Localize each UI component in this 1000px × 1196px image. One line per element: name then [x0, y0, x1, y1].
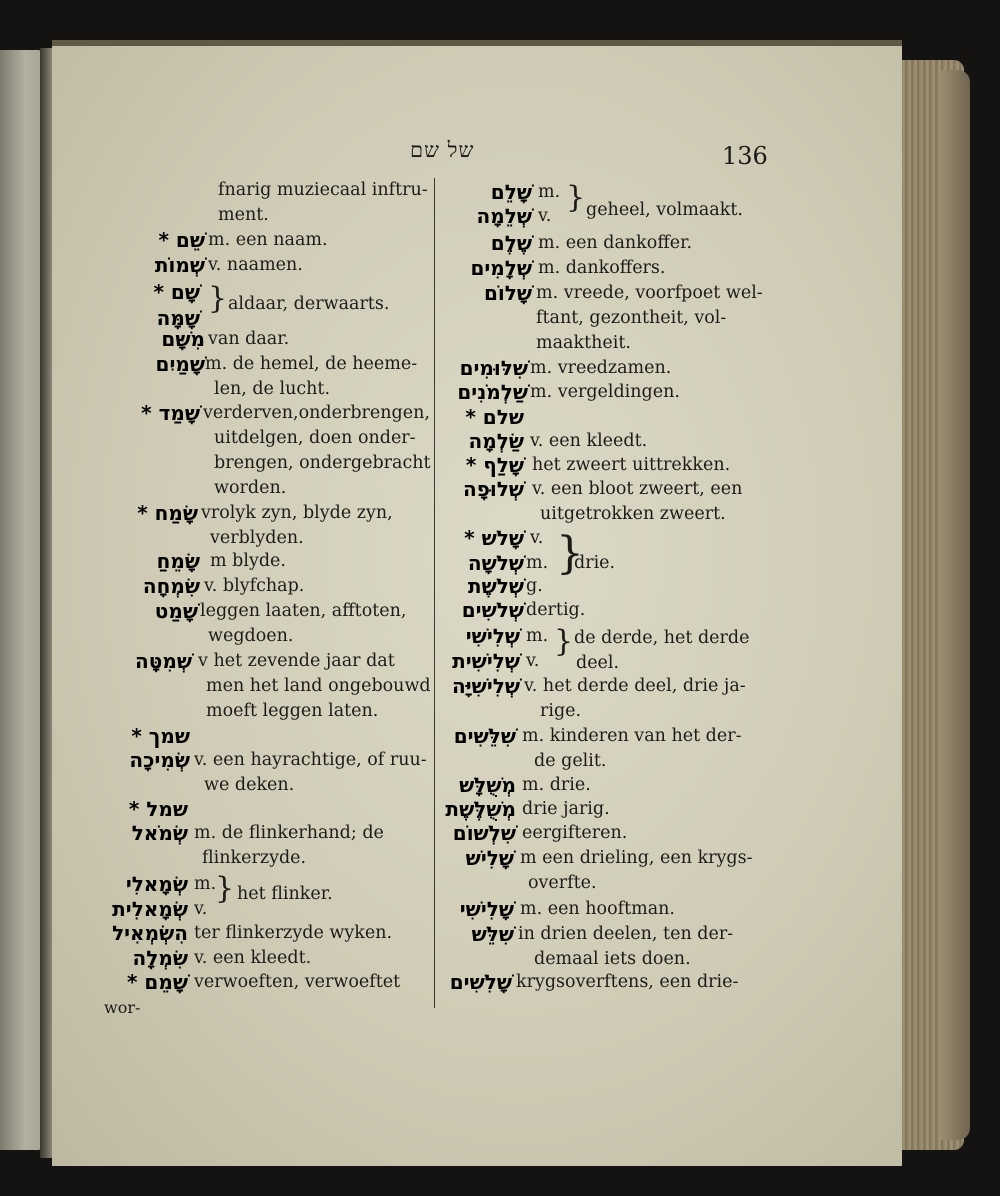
left-page-edge: [0, 50, 42, 1150]
page-number: 136: [722, 142, 768, 170]
brace: }: [215, 871, 235, 906]
headword: שְׁלִישִׁיָּה: [452, 674, 520, 698]
headword: שמל *: [128, 797, 188, 821]
entry-text: in drien deelen, ten der-: [518, 924, 734, 944]
entry-text: m.: [526, 626, 549, 646]
entry-text: g.: [526, 576, 543, 596]
entry-text: v. naamen.: [208, 255, 303, 275]
entry-text: het flinker.: [237, 884, 333, 904]
entry-text: de derde, het derde: [574, 628, 750, 648]
entry-text: dertig.: [526, 600, 586, 620]
entry-text: ftant, gezontheit, vol-: [536, 308, 727, 328]
headword: שְׂמָאלִית: [112, 897, 188, 921]
headword: שִׂמְחָה: [142, 574, 200, 598]
headword: שלם *: [465, 405, 524, 429]
entry-text: m. een hooftman.: [520, 899, 675, 919]
headword: שִׁלֵּשׁ: [471, 922, 514, 946]
headword: שְׁלֵמָה: [476, 204, 532, 228]
headword: שָׁלִשִׁים: [449, 970, 512, 994]
entry-text: m. een dankoffer.: [538, 233, 693, 253]
headword: שָׁמַיִם: [155, 352, 205, 376]
entry-text: eergifteren.: [522, 823, 628, 843]
headword: שָׁלִישִׁי: [459, 897, 514, 921]
entry-text: verwoeften, verwoeftet: [194, 972, 401, 992]
headword: הִשְׂמְאִיל: [112, 921, 188, 945]
headword: שָׂמַח *: [137, 501, 198, 525]
entry-text: m een drieling, een krygs-: [520, 848, 753, 868]
entry-text: vrolyk zyn, blyde zyn,: [201, 503, 393, 523]
entry-text: men het land ongebouwd: [206, 676, 431, 696]
entry-text: het zweert uittrekken.: [532, 455, 731, 475]
entry-text: v. het derde deel, drie ja-: [524, 676, 746, 696]
headword: מְשֻׁלֶּשֶׁת: [445, 797, 516, 821]
headword: שָׁמָּה: [156, 306, 200, 330]
headword: שָׂמֵחַ: [156, 549, 200, 573]
headword: שֵׁם *: [158, 228, 205, 252]
brace: }: [554, 624, 574, 659]
entry-text: v. blyfchap.: [204, 576, 305, 596]
entry-text: ter flinkerzyde wyken.: [194, 923, 393, 943]
headword: שָׁלַף *: [465, 453, 524, 477]
entry-text: m.: [194, 874, 217, 894]
headword: שמך *: [131, 724, 190, 748]
headword: שָׁלִישׁ: [465, 846, 514, 870]
headword: שִׁלְשׁוֹם: [452, 821, 516, 845]
entry-text: v.: [526, 651, 540, 671]
entry-text: ment.: [218, 205, 269, 225]
headword: שְׁמִטָּה: [135, 649, 192, 673]
headword: שַׁלְמֹנִים: [457, 380, 528, 404]
headword: שְׁלשִׁים: [461, 598, 524, 622]
entry-text: moeft leggen laten.: [206, 701, 379, 721]
entry-text: v. een hayrachtige, of ruu-: [194, 750, 427, 770]
brace: }: [556, 528, 584, 579]
entry-text: m. vergeldingen.: [530, 382, 680, 402]
entry-text: v. een kleedt.: [194, 948, 312, 968]
entry-text: drie.: [574, 553, 616, 573]
headword: שְׁלשָׁה: [467, 551, 524, 575]
entry-text: m. vreede, voorfpoet wel-: [536, 283, 763, 303]
entry-text: v.: [538, 206, 552, 226]
headword: שָׁלֵם: [490, 180, 532, 204]
headword: שְׁלשֶׁת: [467, 574, 524, 598]
entry-text: wegdoen.: [208, 626, 294, 646]
entry-text: rige.: [540, 701, 582, 721]
headword: שְׂמָאלִי: [125, 872, 188, 896]
running-header: של שם: [410, 138, 475, 162]
headword: שְׂמִיכָה: [129, 748, 190, 772]
entry-text: m.: [538, 182, 561, 202]
headword: שְׁלִישִׁי: [465, 624, 520, 648]
entry-text: uitgetrokken zweert.: [540, 504, 726, 524]
entry-text: m. drie.: [522, 775, 591, 795]
headword: שְׁמוֹת: [154, 253, 205, 277]
headword: שִׂמְלָה: [132, 946, 188, 970]
entry-text: aldaar, derwaarts.: [228, 294, 390, 314]
headword: מִשָּׁם: [161, 327, 205, 351]
headword: שְׁלוּפָה: [462, 477, 524, 501]
brace: }: [566, 180, 586, 215]
headword: שָׁמַד *: [141, 401, 200, 425]
entry-text: v. een bloot zweert, een: [532, 479, 743, 499]
headword: שָׁלוֹם: [483, 281, 532, 305]
entry-text: m. dankoffers.: [538, 258, 666, 278]
entry-text: m blyde.: [210, 551, 286, 571]
entry-text: m. een naam.: [208, 230, 328, 250]
entry-text: len, de lucht.: [214, 379, 331, 399]
column-divider: [434, 178, 435, 1008]
entry-text: m. de flinkerhand; de: [194, 823, 384, 843]
entry-text: worden.: [214, 478, 287, 498]
headword: שִׁלּוּמִים: [459, 356, 528, 380]
headword: שָׁלשׁ *: [464, 526, 524, 550]
headword: שִׁלֵּשִׁים: [453, 724, 516, 748]
entry-text: demaal iets doen.: [534, 949, 691, 969]
brace: }: [208, 281, 228, 316]
entry-text: de gelit.: [534, 751, 607, 771]
entry-text: m. kinderen van het der-: [522, 726, 742, 746]
entry-text: deel.: [576, 653, 620, 673]
headword: שְׁלִישִׁית: [452, 649, 520, 673]
entry-text: fnarig muziecaal inftru-: [218, 180, 428, 200]
entry-text: krygsoverftens, een drie-: [516, 972, 739, 992]
entry-text: drie jarig.: [522, 799, 610, 819]
entry-text: flinkerzyde.: [202, 848, 307, 868]
entry-text: v. een kleedt.: [530, 431, 648, 451]
headword: שֶׁלֶם: [490, 231, 532, 255]
entry-text: leggen laaten, afftoten,: [200, 601, 407, 621]
entry-text: v.: [194, 899, 208, 919]
entry-text: v het zevende jaar dat: [198, 651, 395, 671]
book-cover-edge: [940, 70, 970, 1140]
headword: שָׁמַט: [154, 599, 198, 623]
headword: שְׁלָמִים: [470, 256, 532, 280]
headword: שָׁמֵם *: [127, 970, 188, 994]
entry-text: maaktheit.: [536, 333, 631, 353]
entry-text: m. vreedzamen.: [530, 358, 672, 378]
headword: מְשֻׁלָּשׁ: [459, 773, 516, 797]
entry-text: overfte.: [528, 873, 597, 893]
headword: שְׂמֹאל: [131, 821, 188, 845]
entry-text: verderven,onderbrengen,: [203, 403, 430, 423]
entry-text: geheel, volmaakt.: [586, 200, 743, 220]
entry-text: verblyden.: [210, 528, 304, 548]
entry-text: van daar.: [208, 329, 290, 349]
catchword: wor-: [104, 998, 141, 1017]
entry-text: uitdelgen, doen onder-: [214, 428, 416, 448]
headword: שַׂלְמָה: [468, 429, 524, 453]
entry-text: v.: [530, 528, 544, 548]
entry-text: m.: [526, 553, 549, 573]
headword: שָׁם *: [153, 280, 200, 304]
entry-text: we deken.: [204, 775, 295, 795]
entry-text: m. de hemel, de heeme-: [205, 354, 418, 374]
entry-text: brengen, ondergebracht: [214, 453, 431, 473]
